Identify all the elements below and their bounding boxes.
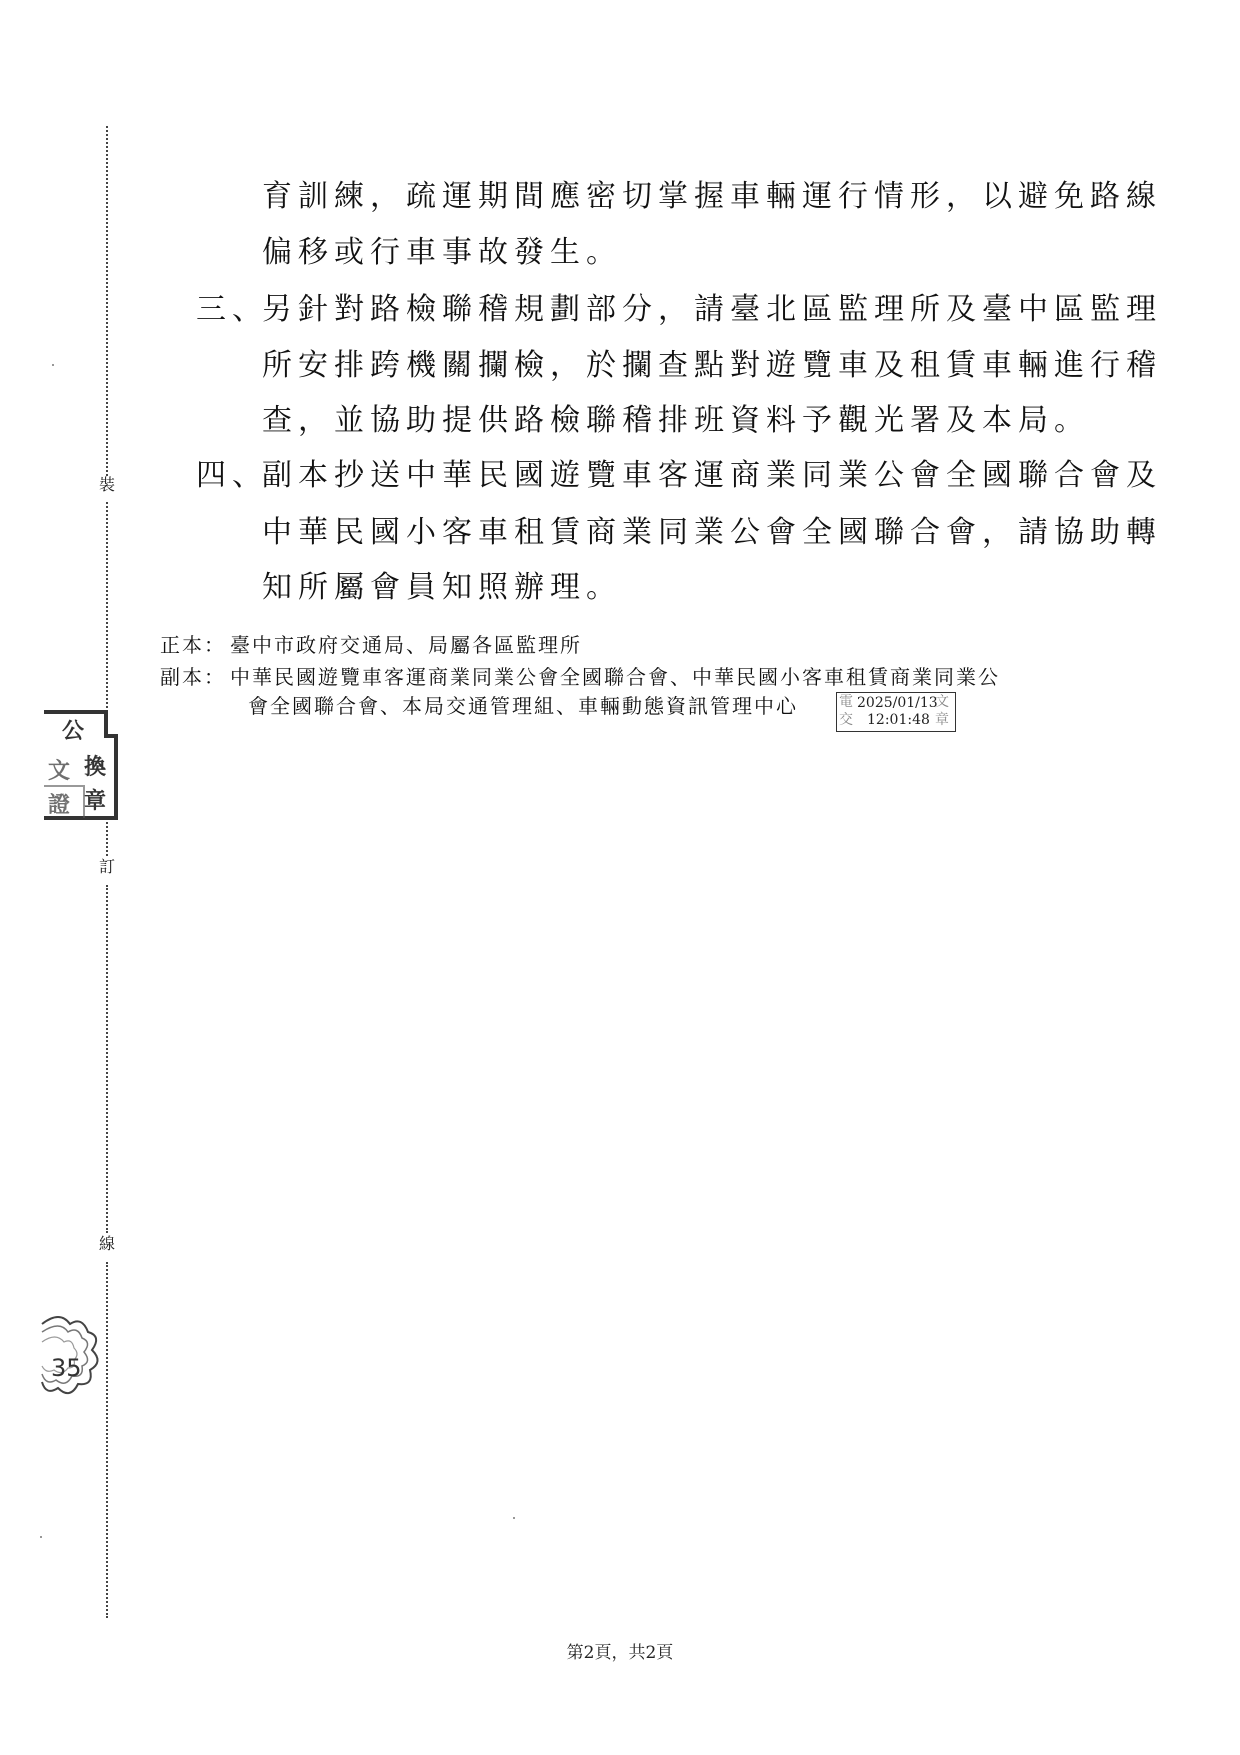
page-count-number: 35	[51, 1354, 82, 1382]
item-four-line-1: 副本抄送中華民國遊覽車客運商業同業公會全國聯合會及	[262, 458, 1162, 493]
seal-char-wen: 文	[48, 758, 71, 784]
stamp-date: 2025/01/13	[857, 695, 938, 711]
seal-char-gong: 公	[62, 718, 85, 744]
body-continuation-line-2: 偏移或行車事故發生。	[262, 235, 622, 270]
page-footer: 第2頁，共2頁	[566, 1643, 674, 1663]
electronic-exchange-stamp	[836, 692, 956, 732]
item-four-line-2: 中華民國小客車租賃商業同業公會全國聯合會，請協助轉	[262, 515, 1162, 550]
original-recipients-label: 正本：	[160, 633, 226, 657]
item-three-line-2: 所安排跨機關攔檢，於攔查點對遊覽車及租賃車輛進行稽	[262, 348, 1162, 383]
scan-speck	[40, 1536, 42, 1538]
seal-char-zhang: 章	[84, 788, 107, 814]
scan-speck	[52, 364, 54, 366]
binding-line-middle-upper	[106, 502, 108, 708]
scan-speck	[513, 1517, 515, 1519]
binding-line-bottom	[106, 1262, 108, 1618]
binding-line-top	[106, 126, 108, 476]
binding-label-ding: 訂	[98, 857, 115, 876]
body-continuation-line-1: 育訓練，疏運期間應密切掌握車輛運行情形，以避免路線	[262, 179, 1162, 214]
stamp-char-zhang: 章	[935, 712, 949, 728]
stamp-char-dian: 電	[839, 694, 853, 710]
seal-char-huan: 換	[84, 754, 107, 780]
binding-line-middle-lower	[106, 822, 108, 856]
copy-recipients-label: 副本：	[160, 665, 226, 689]
item-three-line-1: 另針對路檢聯稽規劃部分，請臺北區監理所及臺中區監理	[262, 292, 1162, 327]
item-four-line-3: 知所屬會員知照辦理。	[262, 570, 622, 605]
original-recipients: 臺中市政府交通局、局屬各區監理所	[230, 633, 582, 657]
item-three-number: 三、	[196, 292, 268, 327]
stamp-time: 12:01:48	[867, 712, 930, 728]
copy-recipients-line-2: 會全國聯合會、本局交通管理組、車輛動態資訊管理中心	[248, 694, 798, 718]
stamp-char-wen: 文	[935, 694, 949, 710]
seal-char-zheng: 證	[48, 792, 71, 818]
item-three-line-3: 查，並協助提供路檢聯稽排班資料予觀光署及本局。	[262, 403, 1090, 438]
binding-label-zhuang: 裝	[98, 475, 115, 494]
binding-label-xian: 線	[98, 1234, 115, 1253]
stamp-char-jiao: 交	[839, 712, 853, 728]
official-exchange-seal	[44, 710, 124, 822]
binding-line-lower	[106, 885, 108, 1233]
copy-recipients-line-1: 中華民國遊覽車客運商業同業公會全國聯合會、中華民國小客車租賃商業同業公	[230, 665, 1000, 689]
item-four-number: 四、	[196, 458, 268, 493]
